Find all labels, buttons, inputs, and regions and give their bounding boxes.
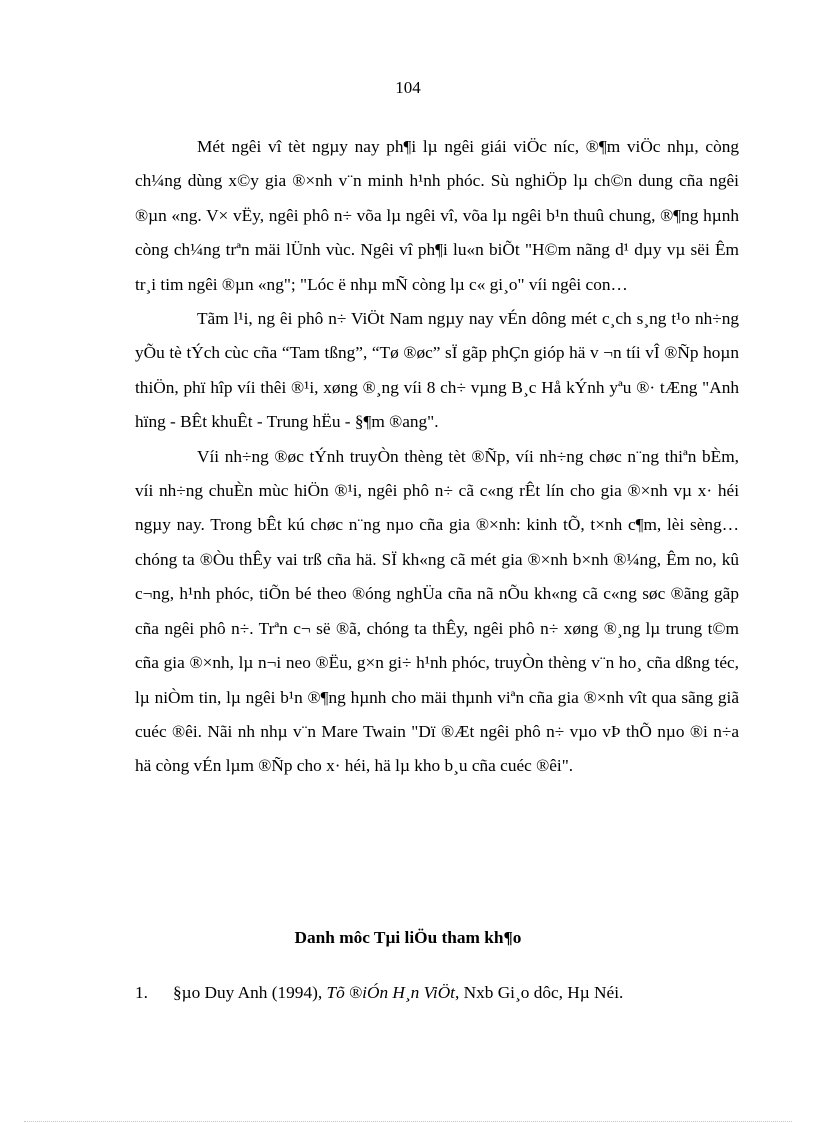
paragraph: Mét ngêi vî tèt ngµy nay ph¶i lµ ngêi giái viÖc níc, ®¶m viÖc nhµ, còng ch¼ng dùng x©y gia ®×nh v¨n minh h¹nh phóc. Sù nghiÖp lµ ch©n dung cña ngêi ®µn «ng. V× vËy, ngêi phô n÷ võa lµ ngêi vî, võa lµ ngêi b¹n thuû chung, ®¶ng hµnh còng ch¼ng trªn mäi lÜnh vùc. Ngêi vî ph¶i lu«n biÕt "H©m nãng d¹ dµy vµ sëi Êm tr¸i tim ngêi ®µn «ng"; "Lóc ë nhµ mÑ còng lµ c« gi¸o" víi ngêi con…	[135, 137, 739, 294]
reference-publisher: , Nxb Gi¸o dôc, Hµ Néi.	[454, 983, 624, 1002]
reference-author: §µo Duy Anh (1994),	[173, 983, 327, 1002]
references-heading: Danh môc Tµi liÖu tham kh¶o	[294, 928, 522, 947]
body-text	[135, 130, 739, 784]
paragraph: Tãm l¹i, ng êi phô n÷ ViÖt Nam ngµy nay vÉn dông mét c¸ch s¸ng t¹o nh÷ng yÕu tè tÝch cùc cña “Tam tßng”, “Tø ®øc” sÏ gãp phÇn gióp hä v ¬n tíi vÎ ®Ñp hoµn thiÖn, phï hîp víi thêi ®¹i, xøng ®¸ng víi 8 ch÷ vµng B¸c Hå kÝnh yªu ®· tÆng "Anh hïng - BÊt khuÊt - Trung hËu - §¶m ®ang".	[135, 309, 739, 432]
reference-title: Tõ ®iÓn H¸n ViÖt	[326, 983, 455, 1002]
paragraph: Víi nh÷ng ®øc tÝnh truyÒn thèng tèt ®Ñp, víi nh÷ng chøc n¨ng thiªn bÈm, víi nh÷ng chuÈn mùc hiÖn ®¹i, ngêi phô n÷ cã c«ng rÊt lín cho gia ®×nh vµ x· héi ngµy nay. Trong bÊt kú chøc n¨ng nµo cña gia ®×nh: kinh tÕ, t×nh c¶m, lèi sèng… chóng ta ®Òu thÊy vai trß cña hä. SÏ kh«ng cã mét gia ®×nh b×nh ®¼ng, Êm no, kû c¬ng, h¹nh phóc, tiÕn bé theo ®óng nghÜa cña nã nÕu kh«ng cã c«ng søc ®ãng gãp cña ngêi phô n÷. Trªn c¬ së ®ã, chóng ta thÊy, ngêi phô n÷ xøng ®¸ng lµ trung t©m cña gia ®×nh, lµ n¬i neo ®Ëu, g×n gi÷ h¹nh phóc, truyÒn thèng v¨n ho¸ cña dßng téc, lµ niÒm tin, lµ ngêi b¹n ®¶ng hµnh cho mäi thµnh viªn cña gia ®×nh vît qua sãng giã cuéc ®êi. Nãi nh nhµ v¨n Mare Twain "Dï ®Æt ngêi phô n÷ vµo vÞ thÕ nµo ®i n÷a hä còng vÉn lµm ®Ñp cho x· héi, hä lµ kho b¸u cña cuéc ®êi".	[135, 446, 739, 776]
reference-number: 1.	[135, 983, 148, 1002]
reference-item	[135, 980, 739, 1006]
page-bottom-rule	[24, 1121, 792, 1122]
page-number: 104	[395, 78, 421, 97]
